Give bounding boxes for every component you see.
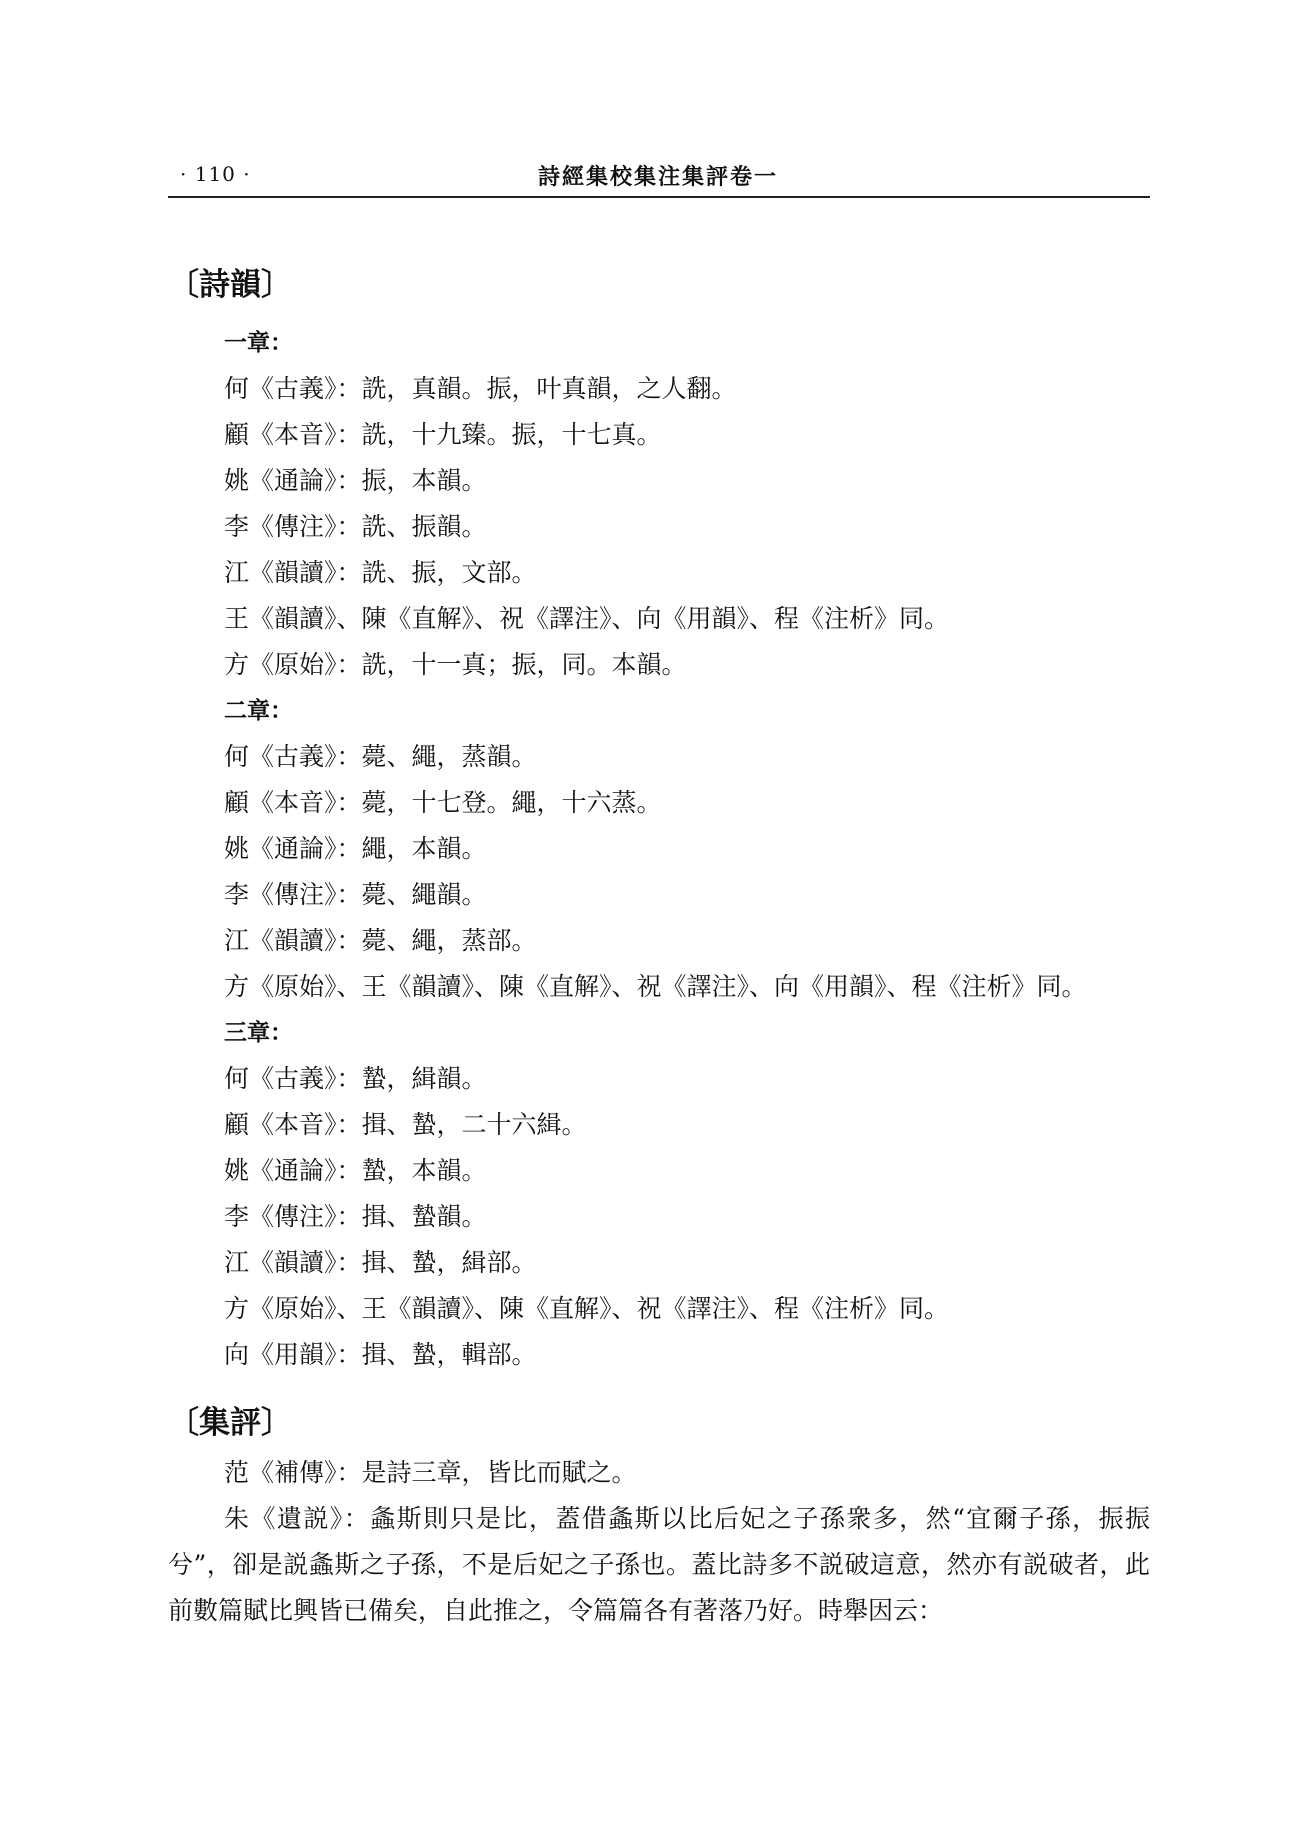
text-line: 何《古義》：薨、繩，蒸韻。 — [224, 742, 537, 771]
text-line: 李《傳注》：薨、繩韻。 — [224, 880, 487, 909]
text-line: 江《韻讀》：薨、繩，蒸部。 — [224, 926, 537, 955]
comments-section-body — [168, 1450, 1150, 1634]
text-line: 顧《本音》：揖、蟄，二十六緝。 — [224, 1110, 587, 1139]
text-line: 何《古義》：詵，真韻。振，叶真韻，之人翻。 — [224, 374, 737, 403]
text-line: 江《韻讀》：詵、振，文部。 — [224, 558, 537, 587]
text-line: 姚《通論》：蟄，本韻。 — [224, 1156, 487, 1185]
text-line: 姚《通論》：繩，本韻。 — [224, 834, 487, 863]
text-line: 王《韻讀》、陳《直解》、祝《譯注》、向《用韻》、程《注析》同。 — [224, 604, 950, 633]
page-content — [168, 262, 1150, 1634]
section-title-rhymes: 〔詩韻〕 — [168, 267, 292, 303]
rhymes-section-body — [168, 320, 1150, 1378]
text-line: 向《用韻》：揖、蟄，輯部。 — [224, 1340, 537, 1369]
text-paragraph: 方《原始》、王《韻讀》、陳《直解》、祝《譯注》、向《用韻》、程《注析》同。 — [224, 972, 1087, 1001]
page-header — [168, 160, 1148, 196]
chapter-heading: 一章： — [224, 330, 293, 356]
text-line: 方《原始》、王《韻讀》、陳《直解》、祝《譯注》、程《注析》同。 — [224, 1294, 950, 1323]
page-number: · 110 · — [180, 162, 251, 186]
text-line: 顧《本音》：薨，十七登。繩，十六蒸。 — [224, 788, 662, 817]
chapter-heading: 三章： — [224, 1020, 293, 1046]
text-line: 方《原始》：詵，十一真；振，同。本韻。 — [224, 650, 687, 679]
chapter-heading: 二章： — [224, 698, 293, 724]
header-rule — [168, 196, 1150, 198]
text-line: 李《傳注》：詵、振韻。 — [224, 512, 487, 541]
text-line: 范《補傳》：是詩三章，皆比而賦之。 — [224, 1458, 637, 1487]
text-paragraph: 朱《遺説》：螽斯則只是比，蓋借螽斯以比后妃之子孫衆多，然“宜爾子孫，振振兮”，卻是説螽斯之子孫，不是后妃之子孫也。蓋比詩多不説破這意，然亦有説破者，此前數篇賦比興皆已備矣，自此推之，令篇篇各有著落乃好。時舉因云： — [168, 1504, 1150, 1625]
text-line: 李《傳注》：揖、蟄韻。 — [224, 1202, 487, 1231]
text-line: 江《韻讀》：揖、蟄，緝部。 — [224, 1248, 537, 1277]
text-line: 何《古義》：蟄，緝韻。 — [224, 1064, 487, 1093]
text-line: 姚《通論》：振，本韻。 — [224, 466, 487, 495]
section-title-comments: 〔集評〕 — [168, 1405, 292, 1441]
text-line: 顧《本音》：詵，十九臻。振，十七真。 — [224, 420, 662, 449]
running-title: 詩經集校集注集評卷一 — [537, 164, 778, 190]
